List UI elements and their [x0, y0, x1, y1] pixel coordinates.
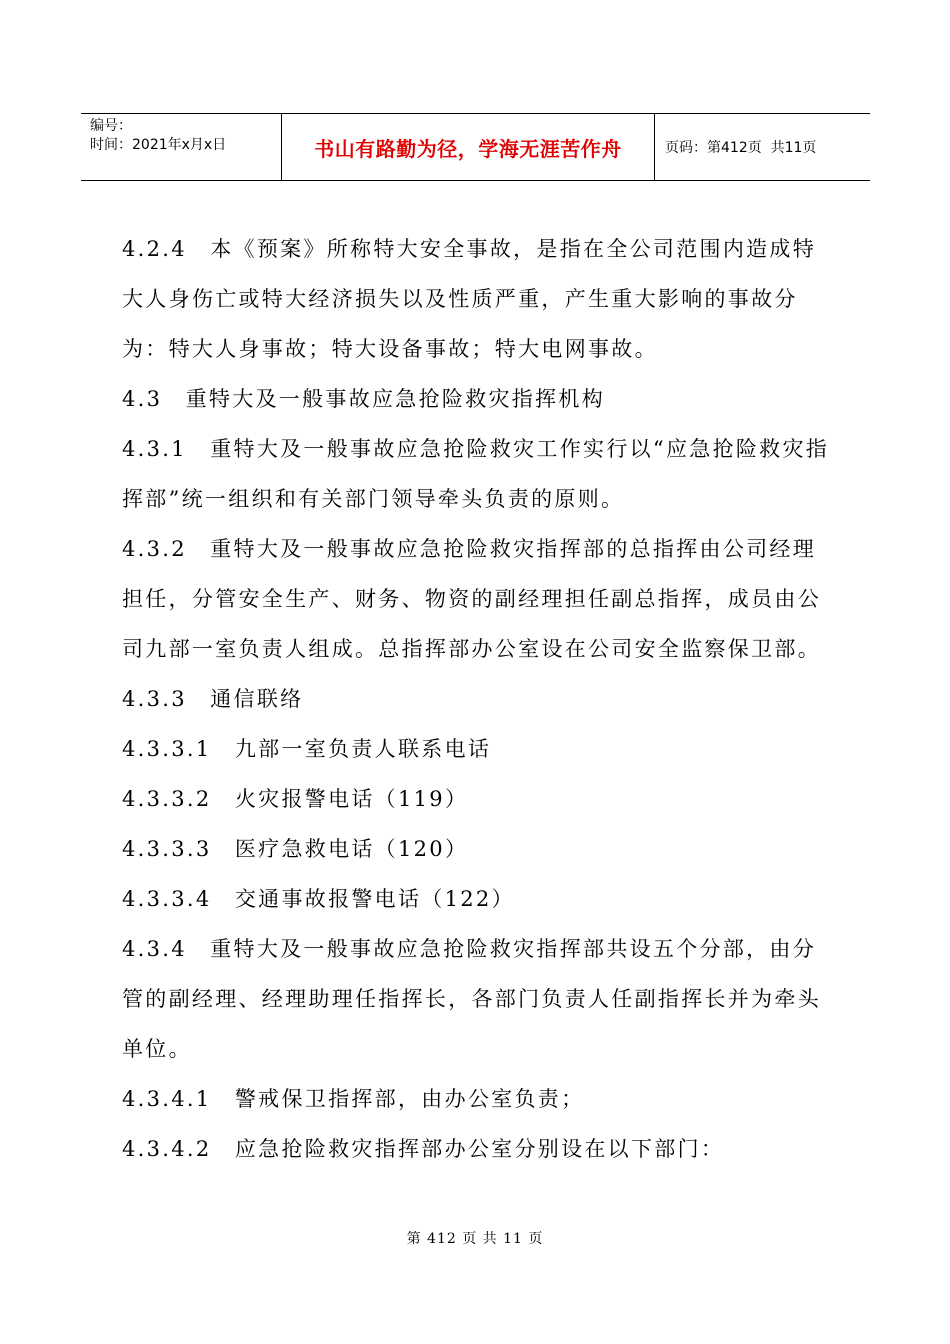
paragraph-4-3-1: 4.3.1 重特大及一般事故应急抢险救灾工作实行以“应急抢险救灾指挥部”统一组织和有关部门领导牵头负责的原则。	[122, 437, 830, 511]
item-4-3-3-4: 4.3.3.4 交通事故报警电话（122）	[122, 887, 515, 911]
header-page-text: 页码：第412页 共11页	[665, 140, 817, 156]
item-4-3-4-2: 4.3.4.2 应急抢险救灾指挥部办公室分别设在以下部门：	[122, 1137, 725, 1161]
header-time: 时间：2021年x月x日	[90, 137, 227, 153]
header-meta	[81, 114, 282, 180]
page-footer: 第 412 页 共 11 页	[406, 1231, 544, 1247]
paragraph-4-2-4: 4.2.4 本《预案》所称特大安全事故，是指在全公司范围内造成特大人身伤亡或特大经济损失以及性质严重，产生重大影响的事故分为：特大人身事故；特大设备事故；特大电网事故。	[122, 237, 817, 361]
item-4-3-3-2: 4.3.3.2 火灾报警电话（119）	[122, 787, 469, 811]
item-4-3-3-1: 4.3.3.1 九部一室负责人联系电话	[122, 737, 492, 761]
heading-4-3-3: 4.3.3 通信联络	[122, 687, 304, 711]
document-header	[81, 113, 870, 181]
header-motto-text: 书山有路勤为径，学海无涯苦作舟	[314, 136, 622, 161]
document-body	[122, 224, 832, 1174]
heading-4-3: 4.3 重特大及一般事故应急抢险救灾指挥机构	[122, 387, 605, 411]
item-4-3-3-3: 4.3.3.3 医疗急救电话（120）	[122, 837, 469, 861]
header-page	[655, 114, 870, 180]
item-4-3-4-1: 4.3.4.1 警戒保卫指挥部，由办公室负责；	[122, 1087, 585, 1111]
header-motto	[282, 114, 655, 180]
paragraph-4-3-4: 4.3.4 重特大及一般事故应急抢险救灾指挥部共设五个分部，由分管的副经理、经理助理任指挥长，各部门负责人任副指挥长并为牵头单位。	[122, 937, 821, 1061]
paragraph-4-3-2: 4.3.2 重特大及一般事故应急抢险救灾指挥部的总指挥由公司经理担任，分管安全生产、财务、物资的副经理担任副总指挥，成员由公司九部一室负责人组成。总指挥部办公室设在公司安全监察保卫部。	[122, 537, 821, 661]
header-number: 编号：	[90, 118, 132, 134]
